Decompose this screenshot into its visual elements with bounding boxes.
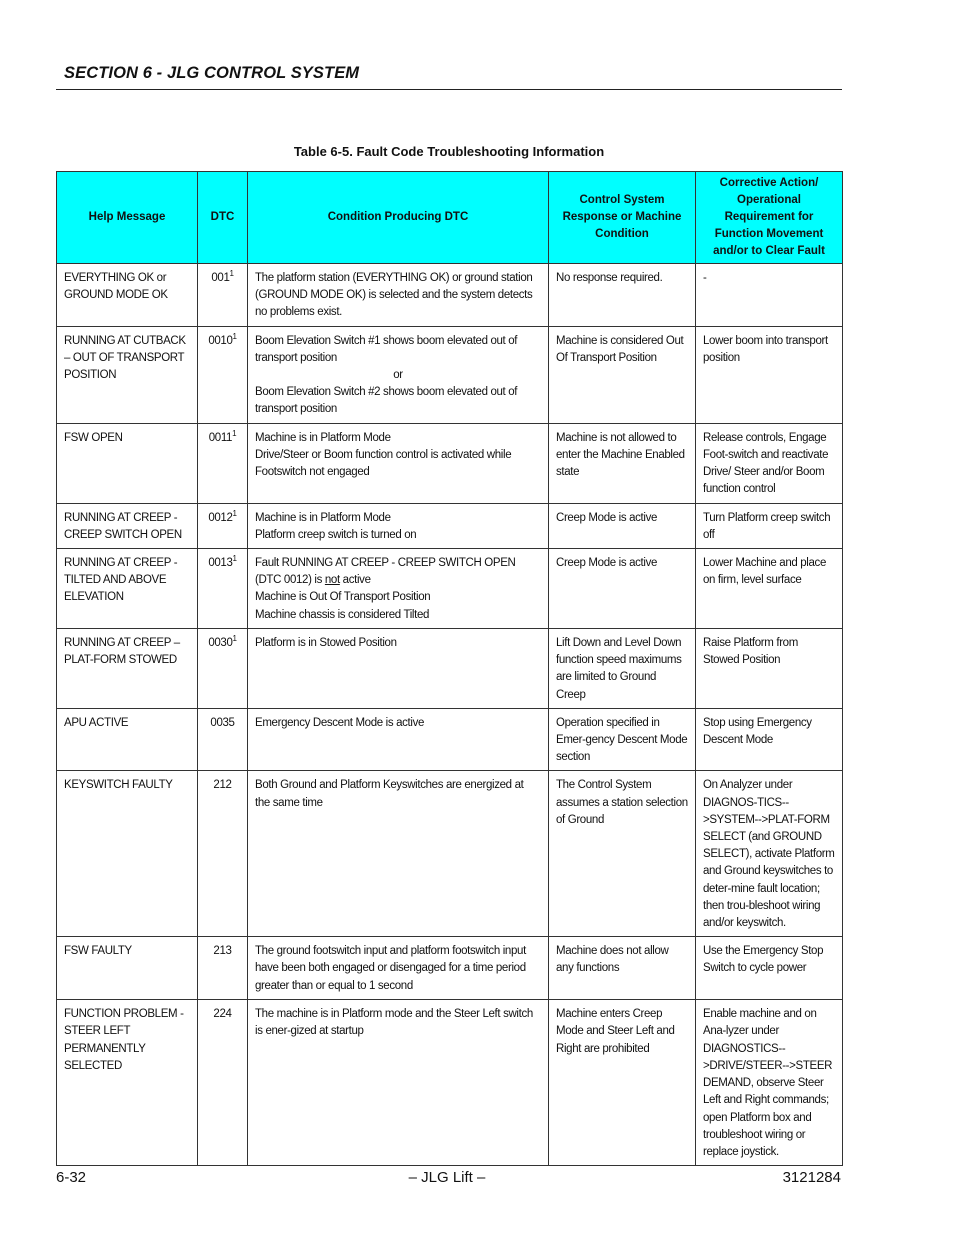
help-message-cell: FSW OPEN bbox=[57, 423, 198, 503]
document-number: 3121284 bbox=[782, 1169, 841, 1186]
dtc-cell: 212 bbox=[198, 771, 248, 937]
action-cell: Stop using Emergency Descent Mode bbox=[696, 708, 843, 771]
table-row bbox=[57, 1000, 843, 1166]
table-row bbox=[57, 264, 843, 327]
condition-cell: Fault RUNNING AT CREEP - CREEP SWITCH OPEN (DTC 0012) is not active Machine is Out Of Transport Position Machine chassis is considered Tilted bbox=[248, 549, 549, 629]
table-caption: Table 6-5. Fault Code Troubleshooting Information bbox=[293, 144, 605, 159]
response-cell: Creep Mode is active bbox=[549, 549, 696, 629]
dtc-cell: 0011$^1$ bbox=[198, 423, 248, 503]
help-message-cell: FSW FAULTY bbox=[57, 937, 198, 1000]
footer-publisher: – JLG Lift – bbox=[408, 1169, 486, 1186]
response-cell: Operation specified in Emer-gency Descent Mode section bbox=[549, 708, 696, 771]
table-row bbox=[57, 326, 843, 423]
action-cell: Enable machine and on Ana-lyzer under DIAGNOSTICS-->DRIVE/STEER-->STEER DEMAND, observe Steer Left and Right commands; open Platform box and troubleshoot wiring or replace joystick. bbox=[696, 1000, 843, 1166]
help-message-cell: APU ACTIVE bbox=[57, 708, 198, 771]
help-message-cell: EVERYTHING OK or GROUND MODE OK bbox=[57, 264, 198, 327]
table-row bbox=[57, 708, 843, 771]
dtc-cell: 224 bbox=[198, 1000, 248, 1166]
table-row bbox=[57, 423, 843, 503]
table-row bbox=[57, 629, 843, 709]
action-cell: Lower boom into transport position bbox=[696, 326, 843, 423]
condition-cell: Boom Elevation Switch #1 shows boom elevated out of transport position or Boom Elevation Switch #2 shows boom elevated out of transport position bbox=[248, 326, 549, 423]
action-cell: On Analyzer under DIAGNOS-TICS-->SYSTEM-->PLAT-FORM SELECT (and GROUND SELECT), activate Platform and Ground keyswitches to deter-mine fault location; then trou-bleshoot wiring and/or keyswitch. bbox=[696, 771, 843, 937]
table-row bbox=[57, 937, 843, 1000]
action-cell: Turn Platform creep switch off bbox=[696, 503, 843, 548]
response-cell: Machine is considered Out Of Transport Position bbox=[549, 326, 696, 423]
col-header-dtc: DTC bbox=[198, 172, 248, 264]
response-cell: Creep Mode is active bbox=[549, 503, 696, 548]
page-number: 6-32 bbox=[56, 1169, 87, 1186]
help-message-cell: RUNNING AT CREEP – PLAT-FORM STOWED bbox=[57, 629, 198, 709]
response-cell: Machine does not allow any functions bbox=[549, 937, 696, 1000]
response-cell: Machine enters Creep Mode and Steer Left and Right are prohibited bbox=[549, 1000, 696, 1166]
condition-cell: The ground footswitch input and platform footswitch input have been both engaged or disengaged for a time period greater than or equal to 1 second bbox=[248, 937, 549, 1000]
response-cell: Lift Down and Level Down function speed maximums are limited to Ground Creep bbox=[549, 629, 696, 709]
dtc-cell: 213 bbox=[198, 937, 248, 1000]
condition-cell: Machine is in Platform Mode Platform creep switch is turned on bbox=[248, 503, 549, 548]
dtc-cell: 0012$^1$ bbox=[198, 503, 248, 548]
response-cell: No response required. bbox=[549, 264, 696, 327]
dtc-cell: 0010$^1$ bbox=[198, 326, 248, 423]
help-message-cell: RUNNING AT CUTBACK – OUT OF TRANSPORT POSITION bbox=[57, 326, 198, 423]
table-row bbox=[57, 771, 843, 937]
dtc-cell: 0013$^1$ bbox=[198, 549, 248, 629]
table-row bbox=[57, 549, 843, 629]
dtc-cell: $001^1$ bbox=[198, 264, 248, 327]
condition-cell: The machine is in Platform mode and the Steer Left switch is ener-gized at startup bbox=[248, 1000, 549, 1166]
action-cell: Release controls, Engage Foot-switch and reactivate Drive/ Steer and/or Boom function control bbox=[696, 423, 843, 503]
dtc-cell: 0035 bbox=[198, 708, 248, 771]
col-header-help-message: Help Message bbox=[57, 172, 198, 264]
help-message-cell: KEYSWITCH FAULTY bbox=[57, 771, 198, 937]
condition-cell: The platform station (EVERYTHING OK) or ground station (GROUND MODE OK) is selected and the system detects no problems exist. bbox=[248, 264, 549, 327]
help-message-cell: RUNNING AT CREEP - CREEP SWITCH OPEN bbox=[57, 503, 198, 548]
col-header-response: Control System Response or Machine Condition bbox=[549, 172, 696, 264]
condition-cell: Emergency Descent Mode is active bbox=[248, 708, 549, 771]
table-header-row bbox=[57, 172, 843, 264]
condition-cell: Machine is in Platform Mode Drive/Steer or Boom function control is activated while Footswitch not engaged bbox=[248, 423, 549, 503]
action-cell: Raise Platform from Stowed Position bbox=[696, 629, 843, 709]
response-cell: The Control System assumes a station selection of Ground bbox=[549, 771, 696, 937]
col-header-corrective-action: Corrective Action/ Operational Requirement for Function Movement and/or to Clear Fault bbox=[696, 172, 843, 264]
fault-code-table bbox=[56, 171, 843, 1166]
help-message-cell: FUNCTION PROBLEM - STEER LEFT PERMANENTLY SELECTED bbox=[57, 1000, 198, 1166]
condition-cell: Platform is in Stowed Position bbox=[248, 629, 549, 709]
header-rule bbox=[56, 89, 842, 90]
action-cell: Use the Emergency Stop Switch to cycle power bbox=[696, 937, 843, 1000]
table-row bbox=[57, 503, 843, 548]
section-title: SECTION 6 - JLG CONTROL SYSTEM bbox=[64, 64, 360, 82]
action-cell: - bbox=[696, 264, 843, 327]
response-cell: Machine is not allowed to enter the Machine Enabled state bbox=[549, 423, 696, 503]
action-cell: Lower Machine and place on firm, level surface bbox=[696, 549, 843, 629]
condition-cell: Both Ground and Platform Keyswitches are energized at the same time bbox=[248, 771, 549, 937]
help-message-cell: RUNNING AT CREEP - TILTED AND ABOVE ELEVATION bbox=[57, 549, 198, 629]
col-header-condition: Condition Producing DTC bbox=[248, 172, 549, 264]
dtc-cell: 0030$^1$ bbox=[198, 629, 248, 709]
